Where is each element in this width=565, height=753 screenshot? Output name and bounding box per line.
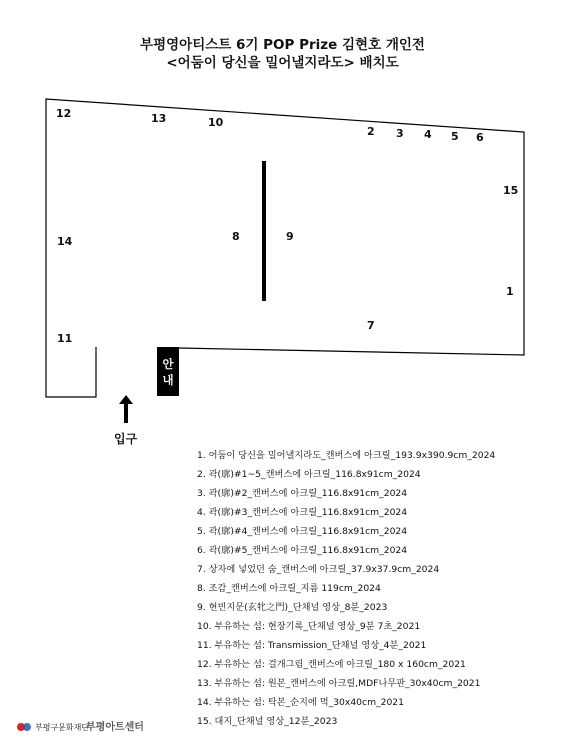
info-sign-char-2: 내	[162, 372, 174, 387]
legend-item: 5. 곽(廓)#4_캔버스에 아크릴_116.8x91cm_2024	[197, 526, 408, 537]
legend-item: 7. 상자에 넣었던 숨_캔버스에 아크릴_37.9x37.9cm_2024	[197, 564, 440, 575]
legend-item: 6. 곽(廓)#5_캔버스에 아크릴_116.8x91cm_2024	[197, 545, 408, 556]
artwork-6-label: 6	[476, 131, 484, 144]
artwork-5-label: 5	[451, 130, 459, 143]
legend-item: 1. 어둠이 당신을 밀어낼지라도_캔버스에 아크릴_193.9x390.9cm_2024	[197, 450, 496, 461]
artwork-4-label: 4	[424, 128, 432, 141]
legend-item: 8. 조감_캔버스에 아크릴_지름 119cm_2024	[197, 583, 381, 594]
gallery-wall	[46, 99, 524, 397]
artwork-7-label: 7	[367, 319, 375, 332]
legend-item: 11. 부유하는 섬: Transmission_단채널 영상_4분_2021	[197, 640, 427, 651]
artwork-2-label: 2	[367, 125, 375, 138]
legend-item: 4. 곽(廓)#3_캔버스에 아크릴_116.8x91cm_2024	[197, 507, 408, 518]
artwork-13-label: 13	[151, 112, 167, 125]
artwork-14-label: 14	[57, 235, 73, 248]
foundation-logo-icon	[17, 721, 31, 733]
legend-item: 2. 곽(廓)#1~5_캔버스에 아크릴_116.8x91cm_2024	[197, 469, 421, 480]
artwork-9-label: 9	[286, 230, 294, 243]
legend-item: 14. 부유하는 섬: 탁본_순지에 먹_30x40cm_2021	[197, 697, 404, 708]
legend-item: 3. 곽(廓)#2_캔버스에 아크릴_116.8x91cm_2024	[197, 488, 408, 499]
legend-item: 12. 부유하는 섬: 걸개그림_캔버스에 아크릴_180 x 160cm_2021	[197, 659, 466, 670]
artwork-1-label: 1	[506, 285, 514, 298]
legend-item: 9. 현빈지문(玄牝之門)_단채널 영상_8분_2023	[197, 602, 388, 613]
artwork-3-label: 3	[396, 127, 404, 140]
entrance-arrow-head	[119, 395, 133, 404]
legend-item: 15. 대지_단채널 영상_12분_2023	[197, 716, 338, 727]
artwork-15-label: 15	[503, 184, 519, 197]
entrance-label: 입구	[114, 432, 138, 446]
info-desk-sign	[157, 347, 179, 396]
legend-item: 10. 부유하는 섬: 현장기록_단채널 영상_9분 7초_2021	[197, 621, 421, 632]
artwork-legend	[197, 446, 495, 731]
legend-item: 13. 부유하는 섬: 원본_캔버스에 아크릴,MDF나무판_30x40cm_2021	[197, 678, 481, 689]
plan-title: 부평영아티스트 6기 POP Prize 김현호 개인전	[140, 37, 425, 53]
artwork-8-label: 8	[232, 230, 240, 243]
artwork-10-label: 10	[208, 116, 224, 129]
artwork-11-label: 11	[57, 332, 73, 345]
plan-subtitle: <어둠이 당신을 밀어낼지라도> 배치도	[166, 55, 399, 71]
foundation-name: 부평구문화재단	[35, 722, 90, 732]
artwork-12-label: 12	[56, 107, 72, 120]
info-sign-char-1: 안	[162, 356, 174, 371]
art-center-logo: 부평아트센터	[86, 722, 144, 733]
foundation-logo	[17, 721, 89, 733]
